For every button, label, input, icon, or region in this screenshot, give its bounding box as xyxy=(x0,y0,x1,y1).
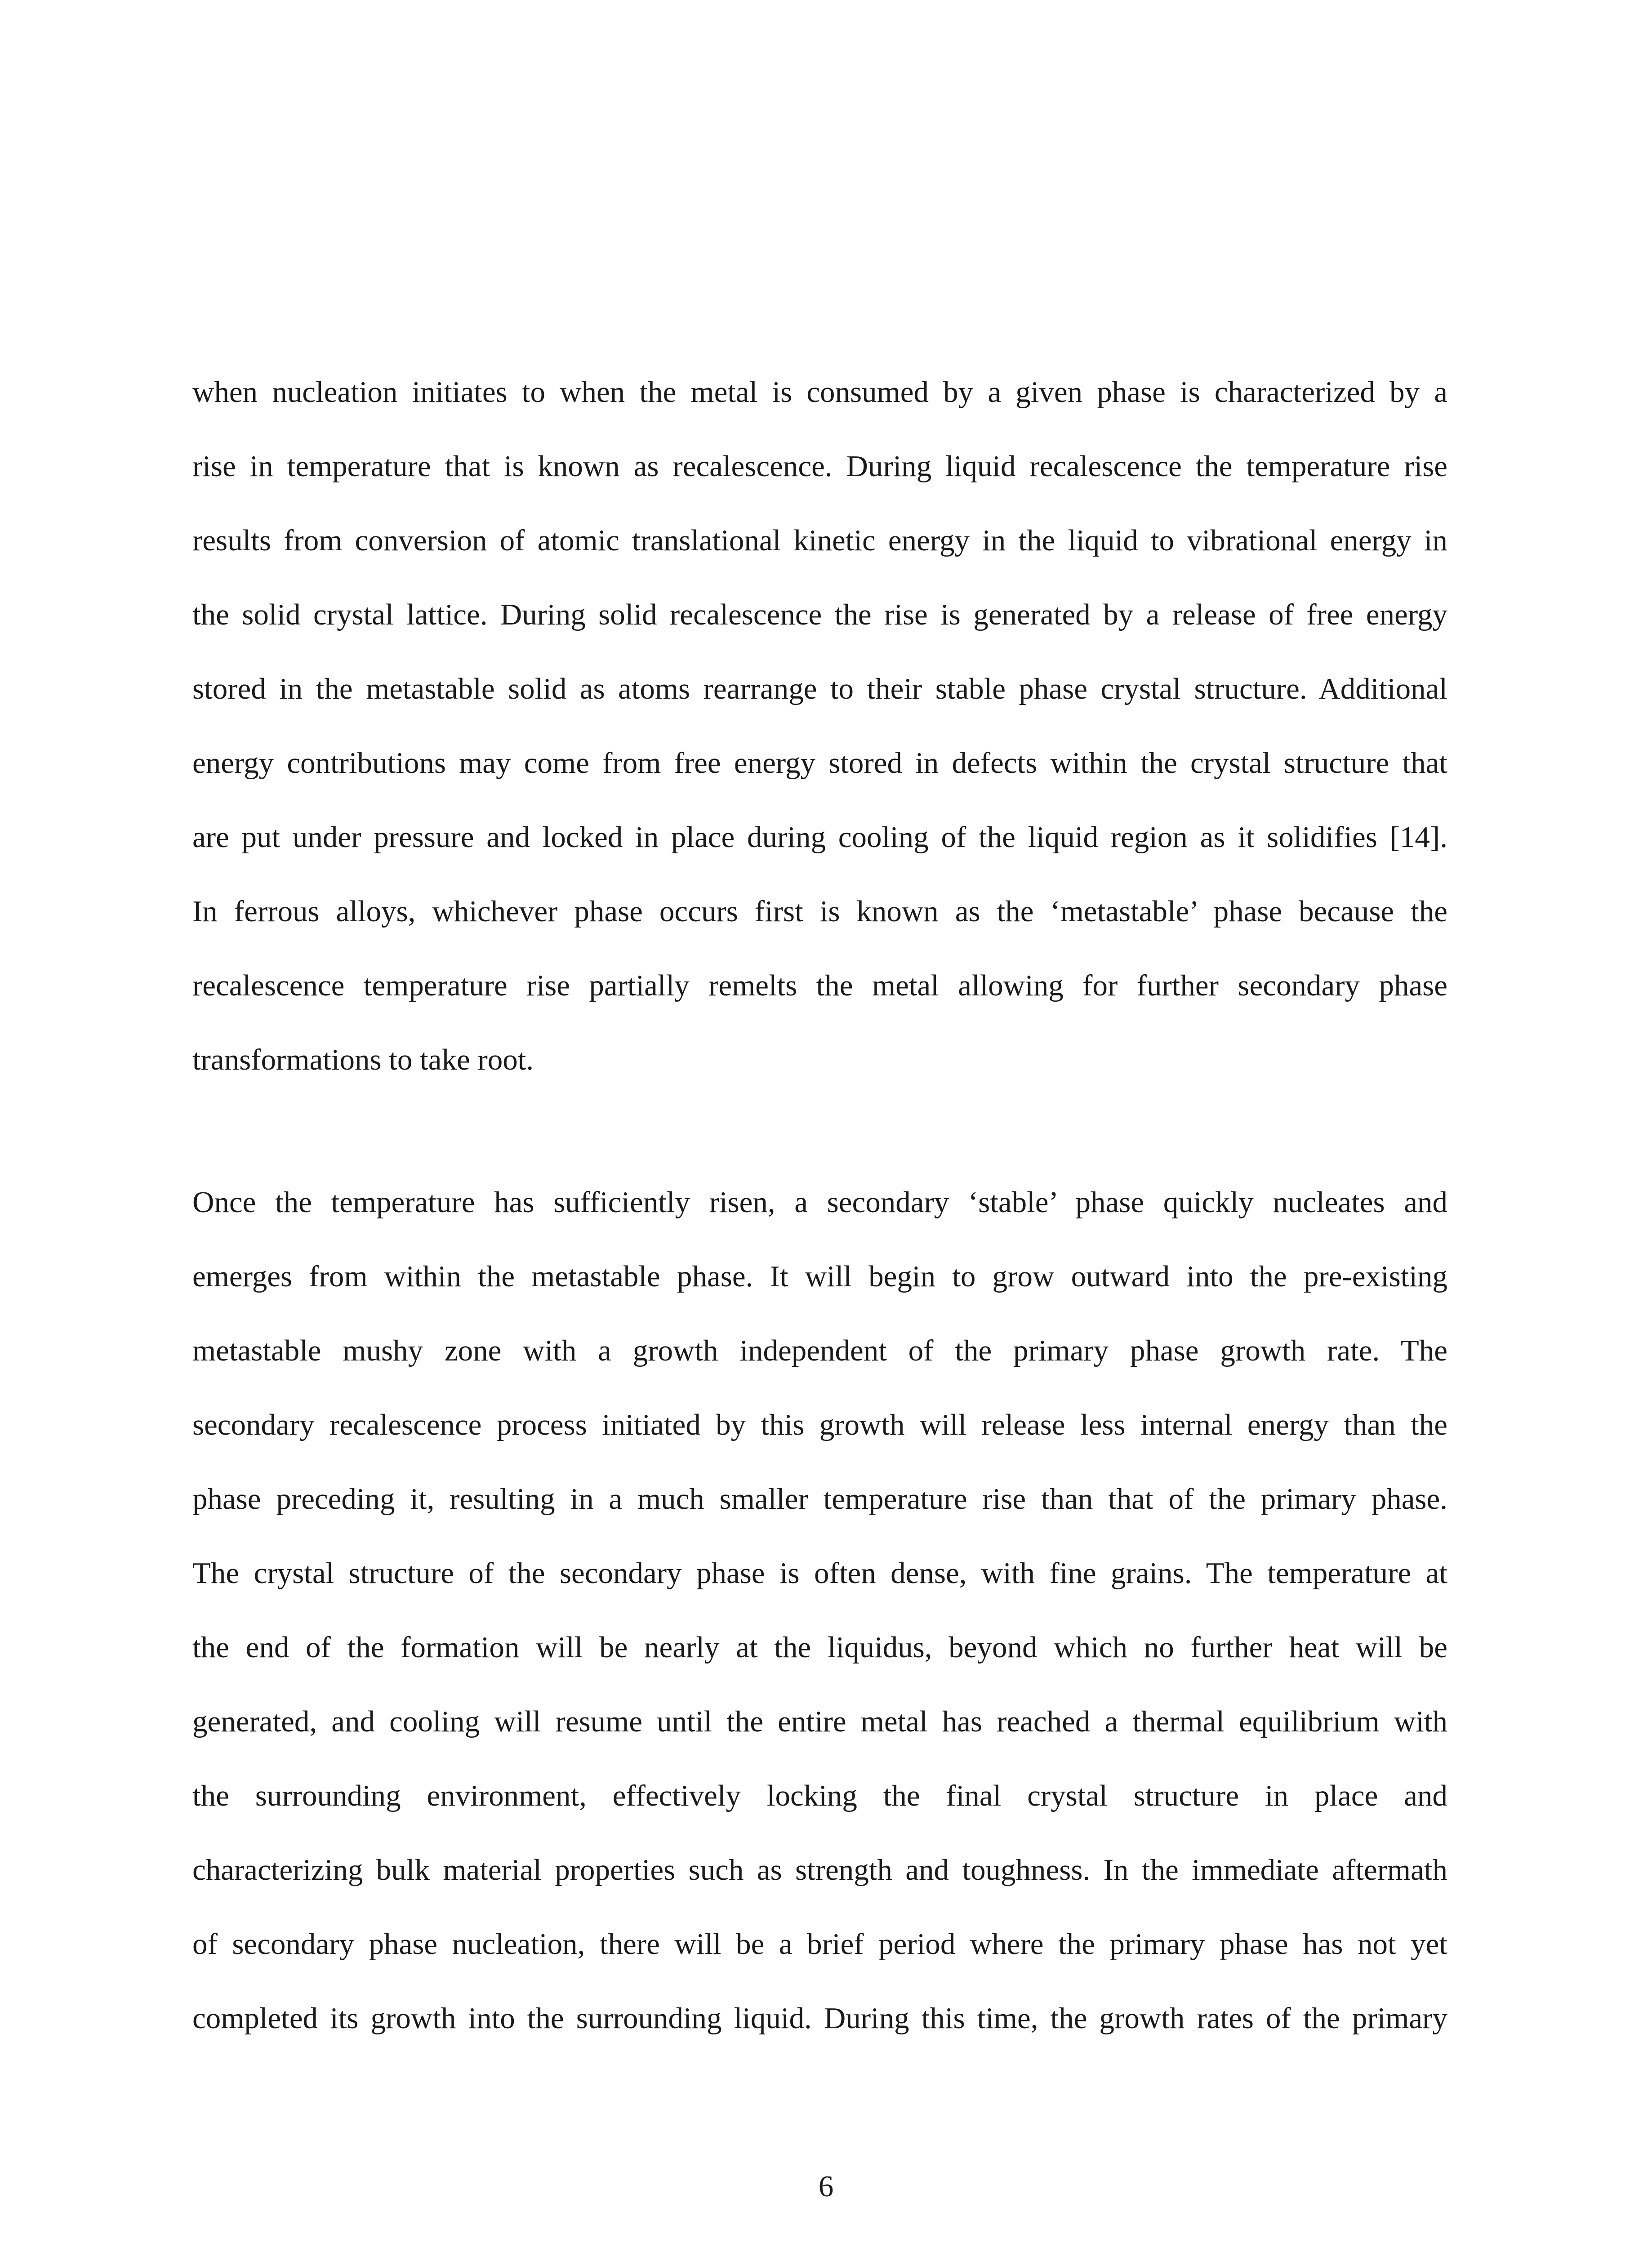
text-line: The crystal structure of the secondary phase is often dense, with fine grains. The temperature at xyxy=(192,1557,1447,1590)
text-line: transformations to take root. xyxy=(192,1043,534,1076)
text-line: completed its growth into the surrounding liquid. During this time, the growth rates of the primary xyxy=(192,2002,1447,2035)
text-line: Once the temperature has sufficiently risen, a secondary ‘stable’ phase quickly nucleates and xyxy=(192,1186,1447,1219)
text-line: phase preceding it, resulting in a much smaller temperature rise than that of the primary phase. xyxy=(192,1482,1447,1516)
page-number: 6 xyxy=(818,2170,834,2203)
text-line: metastable mushy zone with a growth independent of the primary phase growth rate. The xyxy=(192,1334,1447,1367)
text-line: In ferrous alloys, whichever phase occurs first is known as the ‘metastable’ phase because the xyxy=(192,895,1447,928)
text-line: of secondary phase nucleation, there will be a brief period where the primary phase has not yet xyxy=(192,1927,1447,1961)
text-line: emerges from within the metastable phase. It will begin to grow outward into the pre-existing xyxy=(192,1260,1447,1293)
text-line: the surrounding environment, effectively locking the final crystal structure in place and xyxy=(192,1779,1447,1812)
text-line: rise in temperature that is known as recalescence. During liquid recalescence the temperature rise xyxy=(192,450,1447,483)
text-line: results from conversion of atomic translational kinetic energy in the liquid to vibrational energy in xyxy=(192,524,1447,557)
text-line: generated, and cooling will resume until the entire metal has reached a thermal equilibrium with xyxy=(192,1705,1447,1738)
text-line: the solid crystal lattice. During solid recalescence the rise is generated by a release of free energy xyxy=(192,598,1447,631)
paragraph-secondary-phase xyxy=(192,1165,1447,2056)
paragraph-recalescence xyxy=(192,355,1447,1097)
text-line: when nucleation initiates to when the metal is consumed by a given phase is characterized by a xyxy=(192,375,1447,409)
text-line: recalescence temperature rise partially remelts the metal allowing for further secondary phase xyxy=(192,969,1447,1002)
text-line: stored in the metastable solid as atoms rearrange to their stable phase crystal structure. Additional xyxy=(192,672,1447,705)
text-line: the end of the formation will be nearly at the liquidus, beyond which no further heat will be xyxy=(192,1631,1447,1664)
text-line: energy contributions may come from free energy stored in defects within the crystal structure that xyxy=(192,746,1447,780)
text-line: characterizing bulk material properties such as strength and toughness. In the immediate aftermath xyxy=(192,1853,1447,1887)
text-line: secondary recalescence process initiated by this growth will release less internal energy than the xyxy=(192,1408,1447,1441)
text-line: are put under pressure and locked in place during cooling of the liquid region as it solidifies [14]. xyxy=(192,821,1447,854)
